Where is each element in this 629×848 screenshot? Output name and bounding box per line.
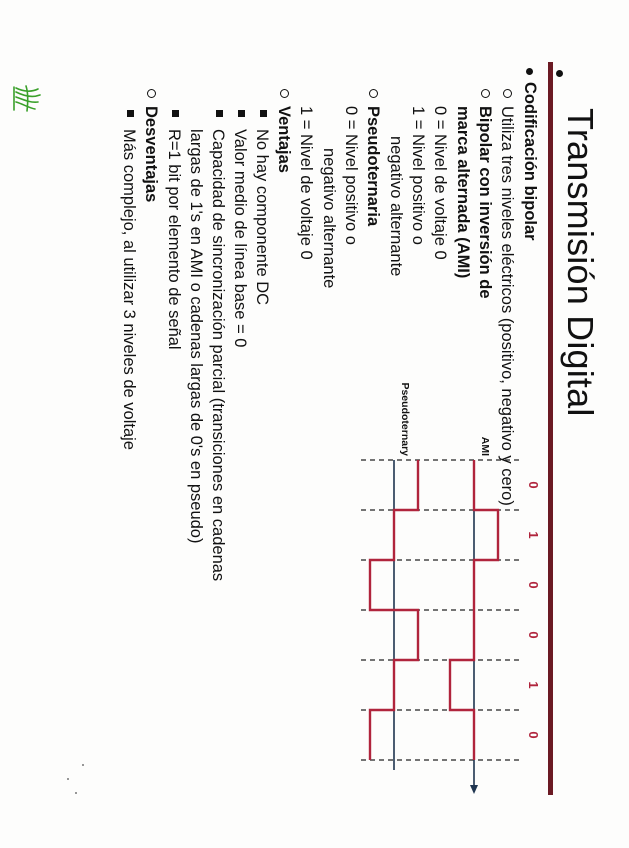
text-ami-zero: 0 = Nivel de voltaje 0: [431, 106, 449, 260]
bullet-circle-icon: [280, 89, 289, 98]
ami-pseudoternary-diagram: [299, 382, 549, 770]
bit-label-4: 1: [526, 681, 541, 689]
text-pseudo-zero-a: 0 = Nivel positivo o: [342, 106, 360, 245]
heading-pseudoternaria: Pseudoternaria: [364, 106, 382, 227]
text-ventaja-1: No hay componente DC: [253, 129, 271, 306]
text-ventaja-4: R=1 bit por elemento de señal: [165, 129, 183, 350]
text-ventaja-3b: largas de 1's en AMI o cadenas largas de 0's en pseudo): [187, 129, 205, 544]
scan-speck: [67, 778, 69, 780]
heading-desventajas: Desventajas: [142, 106, 160, 203]
bullet-dot-icon: [526, 68, 533, 75]
heading-ventajas: Ventajas: [275, 106, 293, 173]
bullet-circle-icon: [369, 89, 378, 98]
heading-codificacion-bipolar: Codificación bipolar: [521, 82, 539, 241]
pseudoternary-signal-label: Pseudoternary: [399, 382, 411, 456]
text-pseudo-one: 1 = Nivel de voltaje 0: [297, 106, 315, 260]
bullet-square-icon: [127, 110, 134, 117]
bullet-circle-icon: [147, 89, 156, 98]
text-tres-niveles: Utiliza tres niveles eléctricos (positivo, negativo y cero): [498, 106, 516, 506]
heading-ami-line2: marca alternada (AMI): [454, 106, 472, 279]
bullet-circle-icon: [503, 89, 512, 98]
text-ventaja-2: Valor medio de línea base = 0: [231, 129, 249, 348]
bullet-circle-icon: [481, 89, 490, 98]
bit-label-5: 0: [526, 731, 541, 739]
heading-ami-line1: Bipolar con inversión de: [476, 106, 494, 299]
bit-label-0: 0: [526, 481, 541, 489]
axis-arrow-icon: [470, 785, 478, 794]
text-desventaja-1: Más complejo, al utilizar 3 niveles de voltaje: [120, 129, 138, 450]
bullet-square-icon: [172, 110, 179, 117]
university-logo-icon: [10, 82, 44, 116]
text-ami-one-b: negativo alternante: [387, 136, 405, 277]
bit-label-1: 1: [526, 531, 541, 539]
bullet-square-icon: [238, 110, 245, 117]
bullet-dot-icon: [556, 70, 563, 77]
ami-signal-label: AMI: [479, 436, 491, 456]
bullet-square-icon: [216, 110, 223, 117]
text-ami-one-a: 1 = Nivel positivo o: [409, 106, 427, 245]
bit-label-2: 0: [526, 581, 541, 589]
bit-label-3: 0: [526, 631, 541, 639]
text-pseudo-zero-b: negativo alternante: [320, 148, 338, 289]
scan-speck: [75, 792, 77, 794]
text-ventaja-3a: Capacidad de sincronización parcial (transiciones en cadenas: [209, 129, 227, 582]
bullet-square-icon: [260, 110, 267, 117]
slide-title: Transmisión Digital: [560, 108, 601, 417]
scan-speck: [82, 764, 84, 766]
